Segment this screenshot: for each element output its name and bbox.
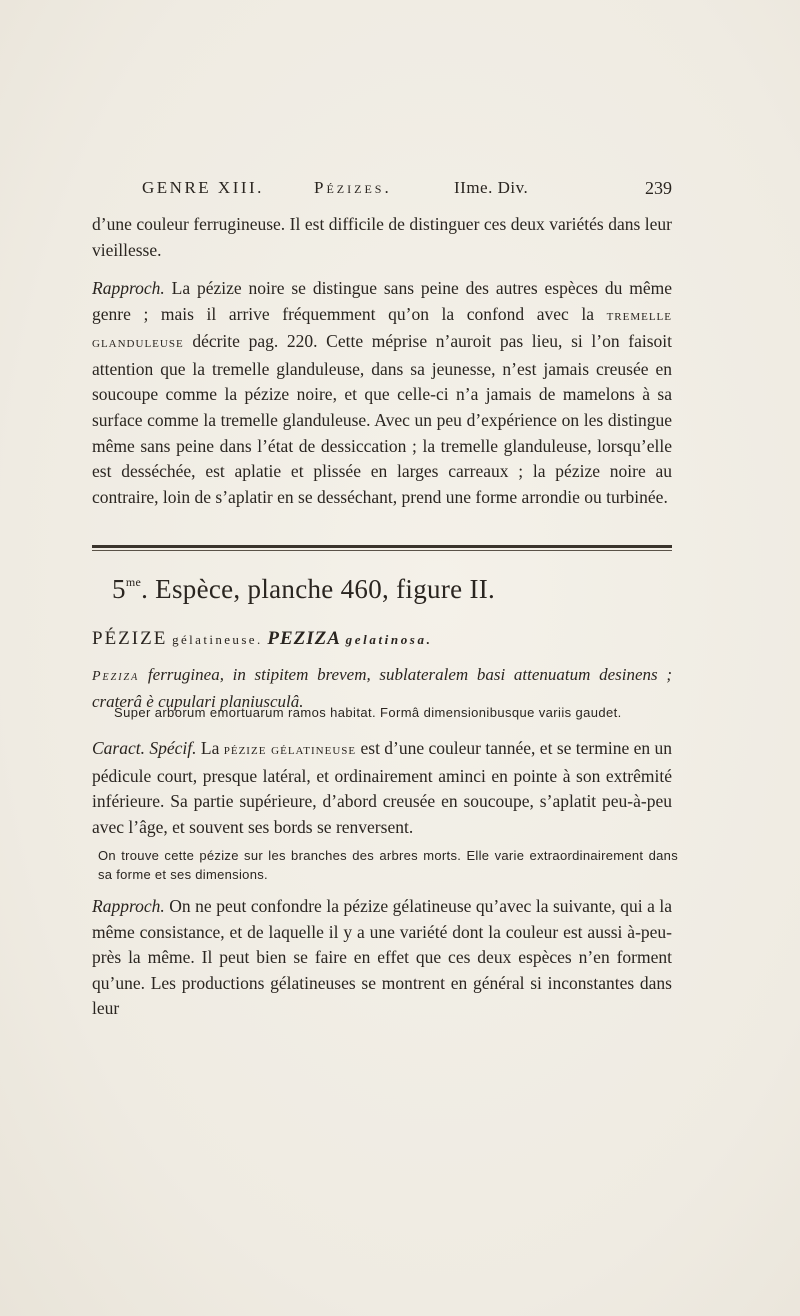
divider-thin-line	[92, 550, 672, 551]
french-name-small: gélatineuse.	[172, 632, 263, 647]
paragraph-text	[92, 894, 672, 1022]
paragraph-part-b: décrite pag. 220. Cette méprise n’auroit pas lieu, si l’on faisoit attention que la tremelle glanduleuse, dans sa jeunesse, n’est jamais creusée en soucoupe comme la pézize noire, et que celle-ci n’a jamais de mamelons à sa surface comme la tremelle glanduleuse. Avec un peu d’expérience on les distingue même sans peine dans l’état de dessiccation ; la tremelle glanduleuse, lorsqu’elle est desséchée, est aplatie et plissée en larges carreaux ; la pézize noire au contraire, loin de s’aplatir en se desséchant, prend une forme arrondie ou turbinée.	[92, 331, 672, 507]
paragraph-smallcaps: pézize gélatineuse	[223, 742, 357, 758]
french-name-big: PÉZIZE	[92, 628, 168, 649]
paragraph-text	[92, 736, 672, 840]
header-genre: GENRE XIII.	[142, 178, 264, 197]
paragraph-rapprochement-1	[92, 276, 672, 510]
species-sup: me	[125, 575, 142, 589]
paragraph-part-b: est d’une couleur tannée, et se termine en un pédicule court, presque latéral, et ordinairement aminci en pointe à son extrêmité inférieure. Sa partie supérieure, d’abord creusée en soucoupe, s’aplatit peu-à-peu avec l’âge, et souvent ses bords se renversent.	[92, 738, 673, 837]
french-habitat-note: On trouve cette pézize sur les branches des arbres morts. Elle varie extraordinairement dans sa forme et ses dimensions.	[98, 848, 678, 882]
species-number: 5	[112, 574, 126, 604]
species-name	[92, 628, 672, 650]
diagnosis-lead: Peziza	[92, 669, 140, 684]
paragraph-lead: Rapproch.	[92, 896, 165, 916]
paragraph-rapprochement-2	[92, 894, 672, 1022]
page-number: 239	[645, 178, 672, 198]
paragraph-continuation	[92, 212, 672, 263]
paragraph-text-body: On ne peut confondre la pézize gélatineuse qu’avec la suivante, qui a la même consistance, et de laquelle il y a une variété dont la couleur est aussi à-peu-près la même. Il peut bien se faire en effet que ces deux espèces n’en forment qu’une. Les productions gélatineuses se montrent en général si inconstantes dans leur	[92, 896, 672, 1019]
latin-name-small: gelatinosa.	[345, 632, 433, 647]
paragraph-part-a: La	[196, 738, 224, 758]
header-pezizes: Pézizes.	[314, 178, 392, 197]
paragraph-text	[92, 276, 672, 510]
diagnosis-text: ferruginea, in stipitem brevem, sublateralem basi attenuatum desinens ; craterâ è cupulari planiusculâ.	[92, 665, 672, 711]
paragraph-part-a: La pézize noire se distingue sans peine des autres espèces du même genre ; mais il arrive fréquemment qu’on la confond avec la	[92, 278, 672, 324]
paragraph-smallcaps: tremelle glanduleuse	[92, 307, 672, 352]
paragraph-lead: Rapproch.	[92, 278, 165, 298]
paragraph-caracteres	[92, 736, 672, 840]
running-header	[142, 178, 672, 204]
species-title: . Espèce, planche 460, figure II.	[141, 574, 496, 604]
header-division: IIme. Div.	[454, 178, 529, 197]
species-heading	[112, 574, 672, 605]
paragraph-lead: Caract. Spécif.	[92, 738, 197, 758]
paragraph-text: d’une couleur ferrugineuse. Il est difficile de distinguer ces deux variétés dans leur vieillesse.	[92, 214, 672, 260]
divider-thick-line	[92, 545, 672, 548]
section-divider	[92, 542, 672, 554]
latin-habitat-note: Super arborum emortuarum ramos habitat. Formâ dimensionibusque variis gaudet.	[114, 705, 622, 720]
latin-name-big: PEZIZA	[267, 628, 341, 649]
